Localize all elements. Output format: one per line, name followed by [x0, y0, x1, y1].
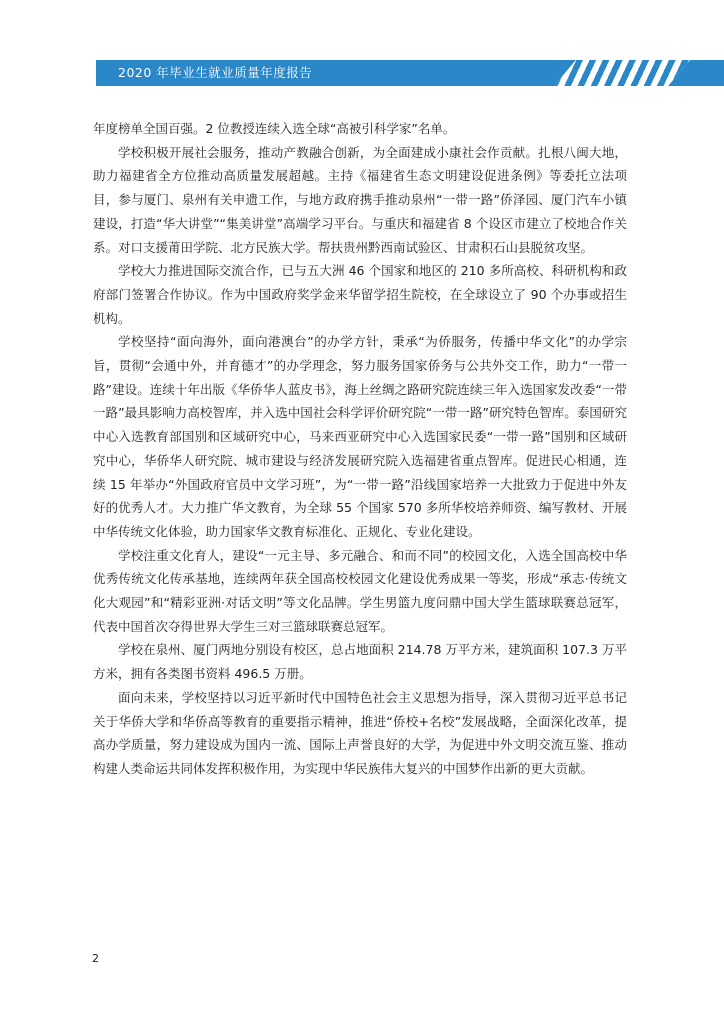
paragraph: 面向未来，学校坚持以习近平新时代中国特色社会主义思想为指导，深入贯彻习近平总书记关于华侨大学和华侨高等教育的重要指示精神，推进“侨校+名校”发展战略，全面深化改革，提高办学质量，努力建设成为国内一流、国际上声誉良好的大学，为促进中外文明交流互鉴、推动构建人类命运共同体发挥积极作用，为实现中华民族伟大复兴的中国梦作出新的更大贡献。	[93, 689, 627, 776]
document-body	[93, 117, 627, 781]
paragraph: 学校大力推进国际交流合作，已与五大洲 46 个国家和地区的 210 多所高校、科研机构和政府部门签署合作协议。作为中国政府奖学金来华留学招生院校，在全球设立了 90 个办事或招生机构。	[93, 263, 627, 326]
paragraph: 学校坚持“面向海外，面向港澳台”的办学方针，秉承“为侨服务，传播中华文化”的办学宗旨，贯彻“会通中外，并育德才”的办学理念，努力服务国家侨务与公共外交工作，助力“一带一路”建设。连续十年出版《华侨华人蓝皮书》，海上丝绸之路研究院连续三年入选国家发改委“一带一路”最具影响力高校智库，并入选中国社会科学评价研究院“一带一路”研究特色智库。泰国研究中心入选教育部国别和区域研究中心，马来西亚研究中心入选国家民委“一带一路”国别和区域研究中心，华侨华人研究院、城市建设与经济发展研究院入选福建省重点智库。促进民心相通，连续 15 年举办“外国政府官员中文学习班”，为“一带一路”沿线国家培养一大批致力于促进中外友好的优秀人才。大力推广华文教育，为全球 55 个国家 570 多所华校培养师资、编写教材、开展中华传统文化体验，助力国家华文教育标准化、正规化、专业化建设。	[93, 334, 627, 539]
report-title: 2020 年毕业生就业质量年度报告	[118, 65, 313, 80]
decorative-stripes	[554, 60, 690, 86]
paragraph: 学校在泉州、厦门两地分别设有校区，总占地面积 214.78 万平方米，建筑面积 107.3 万平方米，拥有各类图书资料 496.5 万册。	[93, 642, 627, 682]
paragraph: 学校积极开展社会服务，推动产教融合创新，为全面建成小康社会作贡献。扎根八闽大地，助力福建省全方位推动高质量发展超越。主持《福建省生态文明建设促进条例》等委托立法项目，参与厦门、泉州有关申遗工作，与地方政府携手推动泉州“一带一路”侨泽园、厦门汽车小镇建设，打造“华大讲堂”“集美讲堂”高端学习平台。与重庆和福建省 8 个设区市建立了校地合作关系。对口支援莆田学院、北方民族大学。帮扶贵州黔西南试验区、甘肃积石山县脱贫攻坚。	[93, 144, 627, 255]
report-header-bar	[96, 60, 724, 86]
page-number: 2	[92, 952, 99, 965]
paragraph: 年度榜单全国百强。2 位教授连续入选全球“高被引科学家”名单。	[93, 121, 456, 136]
paragraph: 学校注重文化育人，建设“一元主导、多元融合、和而不同”的校园文化，入选全国高校中华优秀传统文化传承基地，连续两年获全国高校校园文化建设优秀成果一等奖，形成“承志·传统文化大观园”和“精彩亚洲·对话文明”等文化品牌。学生男篮九度问鼎中国大学生篮球联赛总冠军，代表中国首次夺得世界大学生三对三篮球联赛总冠军。	[93, 547, 627, 634]
